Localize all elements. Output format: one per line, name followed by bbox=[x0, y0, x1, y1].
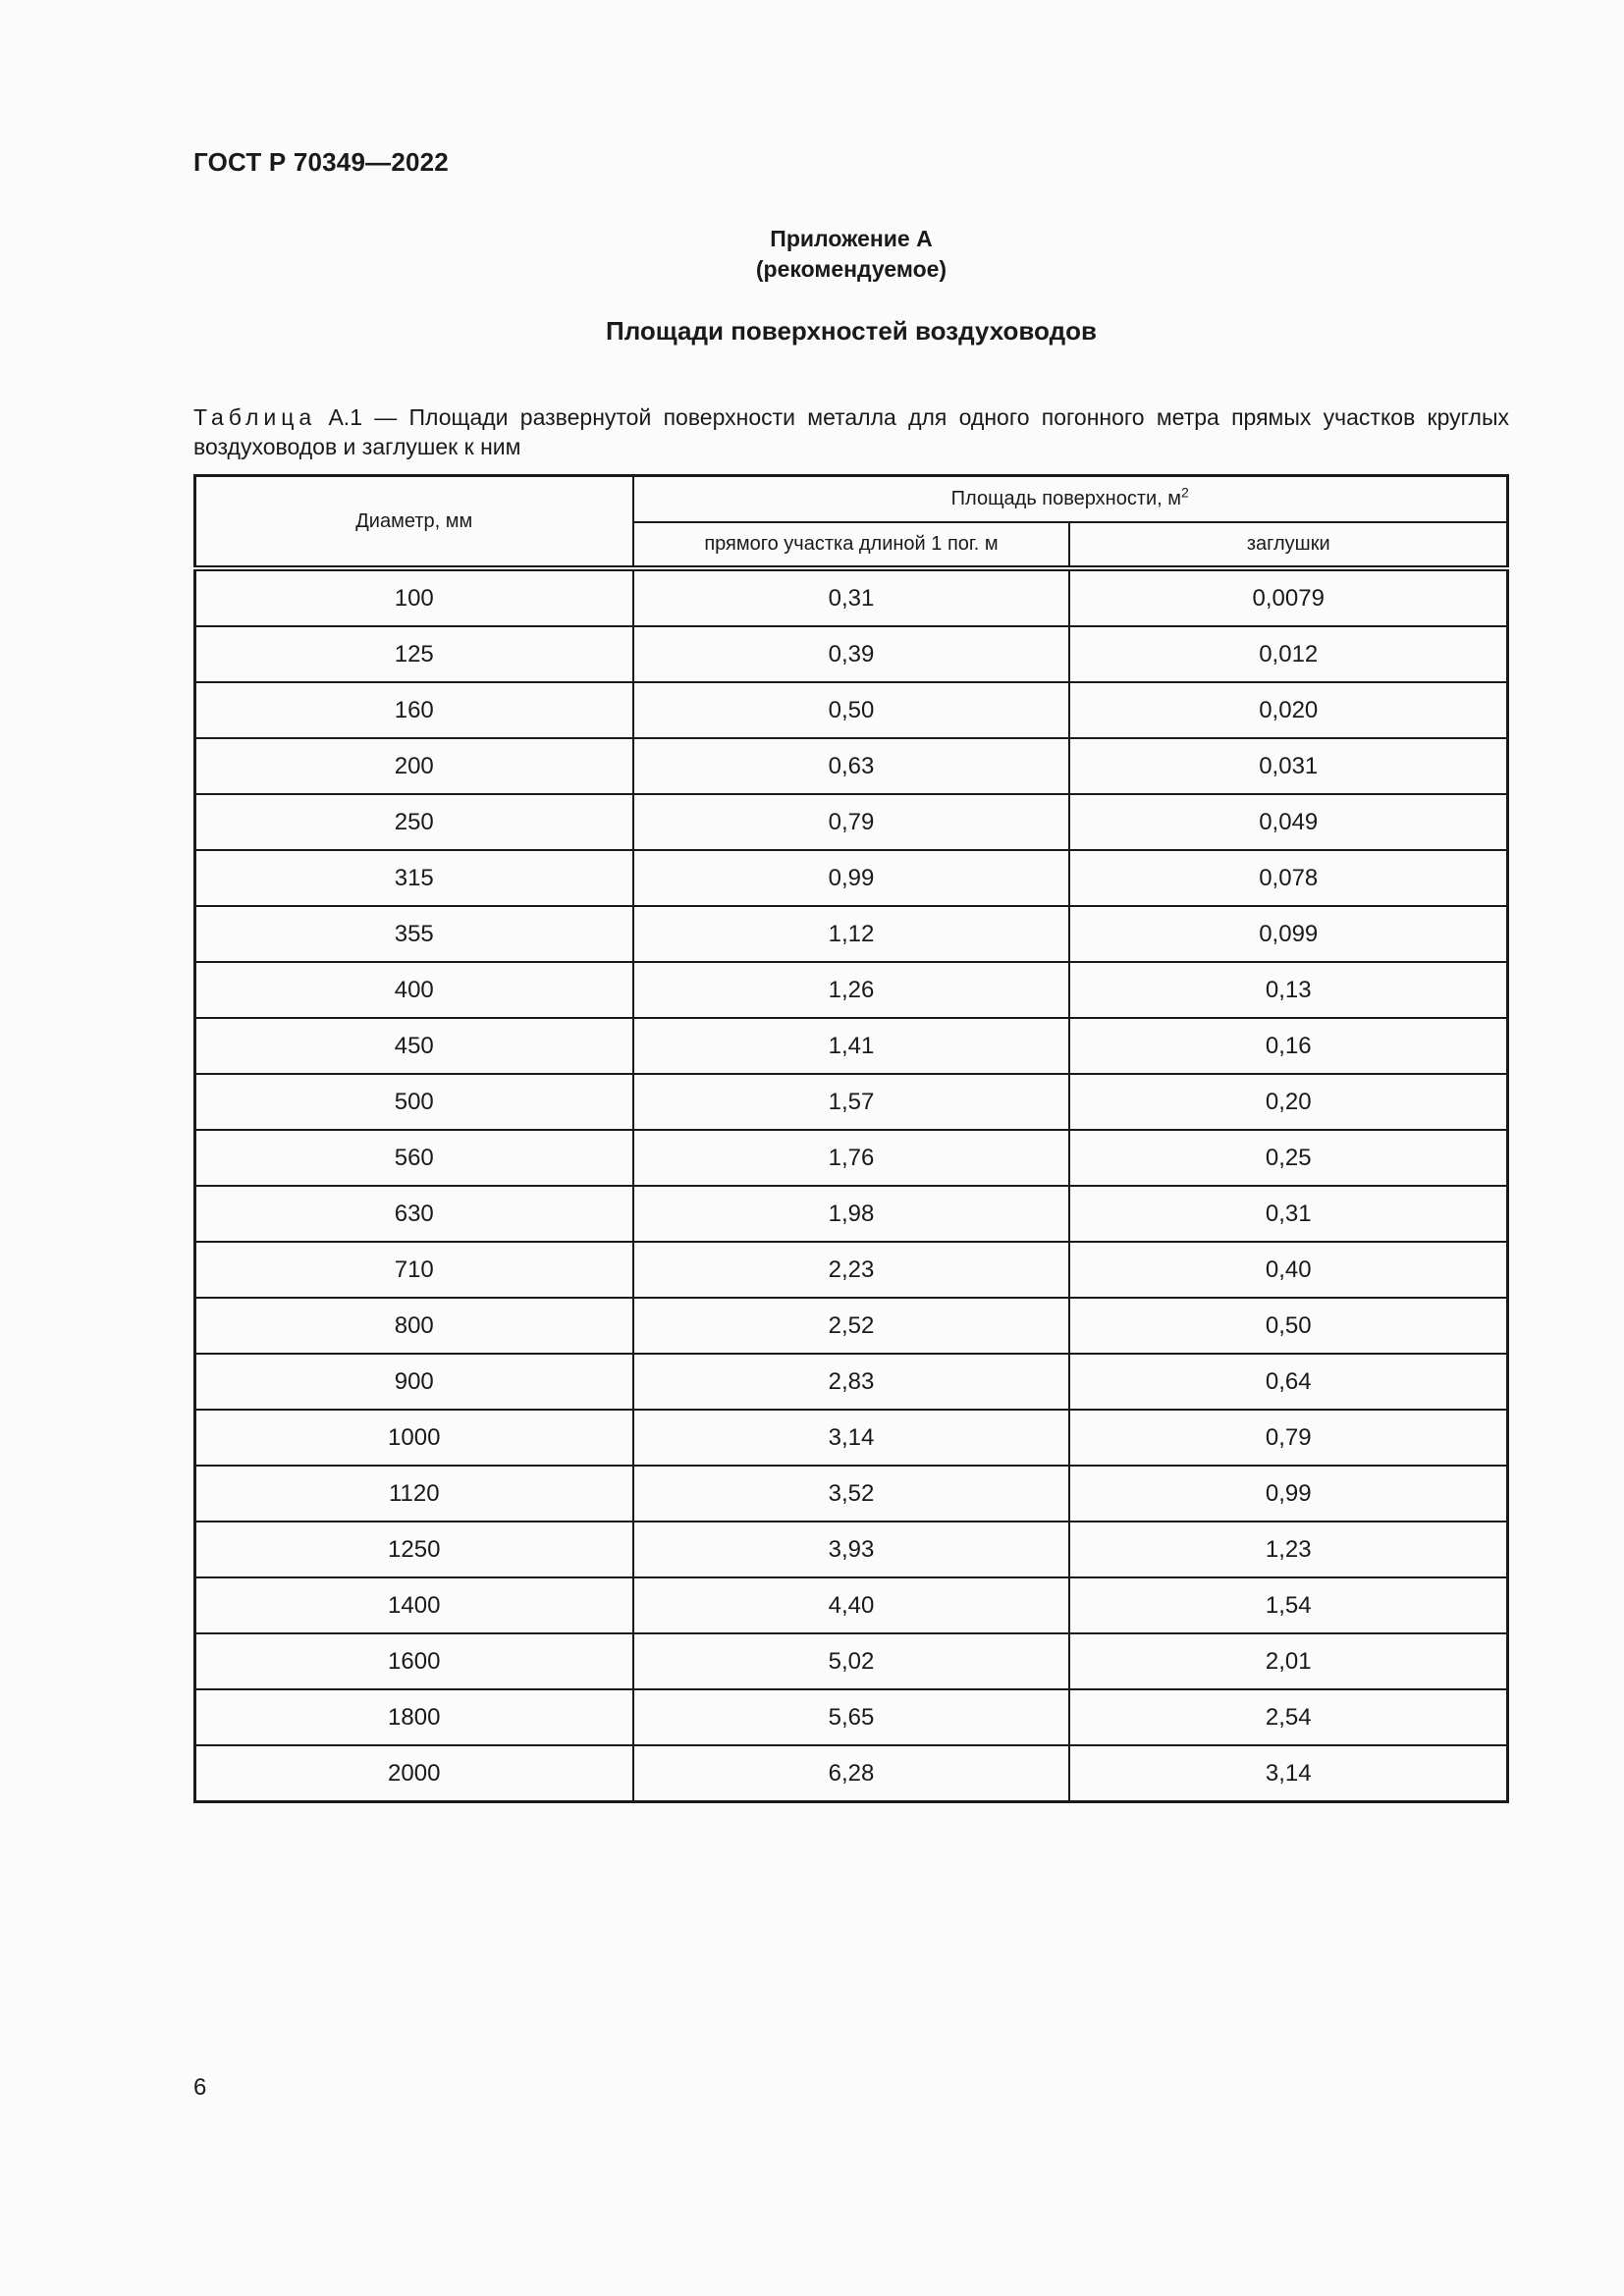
straight-area-cell: 0,31 bbox=[633, 568, 1070, 626]
straight-area-cell: 2,83 bbox=[633, 1354, 1070, 1410]
diameter-cell: 1000 bbox=[195, 1410, 633, 1466]
appendix-status: (рекомендуемое) bbox=[755, 256, 947, 282]
straight-area-cell: 1,57 bbox=[633, 1074, 1070, 1130]
straight-area-cell: 3,52 bbox=[633, 1466, 1070, 1522]
diameter-cell: 100 bbox=[195, 568, 633, 626]
unit-superscript: 2 bbox=[1181, 484, 1189, 501]
table-row bbox=[195, 1130, 1508, 1186]
straight-area-cell: 2,23 bbox=[633, 1242, 1070, 1298]
table-row bbox=[195, 794, 1508, 850]
cap-area-cell: 0,049 bbox=[1069, 794, 1507, 850]
table-row bbox=[195, 1466, 1508, 1522]
table-row bbox=[195, 1689, 1508, 1745]
table-row bbox=[195, 1577, 1508, 1633]
cap-area-cell: 0,099 bbox=[1069, 906, 1507, 962]
diameter-cell: 1400 bbox=[195, 1577, 633, 1633]
surface-area-table bbox=[193, 474, 1509, 1803]
appendix-title: Приложение А bbox=[770, 226, 933, 251]
table-row bbox=[195, 1186, 1508, 1242]
diameter-cell: 710 bbox=[195, 1242, 633, 1298]
diameter-cell: 1800 bbox=[195, 1689, 633, 1745]
diameter-cell: 200 bbox=[195, 738, 633, 794]
diameter-cell: 160 bbox=[195, 682, 633, 738]
diameter-cell: 400 bbox=[195, 962, 633, 1018]
table-row bbox=[195, 1633, 1508, 1689]
table-row bbox=[195, 682, 1508, 738]
column-header-surface-area bbox=[633, 476, 1508, 523]
diameter-cell: 450 bbox=[195, 1018, 633, 1074]
diameter-cell: 800 bbox=[195, 1298, 633, 1354]
straight-area-cell: 3,93 bbox=[633, 1522, 1070, 1577]
straight-area-cell: 1,26 bbox=[633, 962, 1070, 1018]
diameter-cell: 1600 bbox=[195, 1633, 633, 1689]
section-title: Площади поверхностей воздуховодов bbox=[606, 316, 1097, 346]
table-row bbox=[195, 1522, 1508, 1577]
table-row bbox=[195, 850, 1508, 906]
diameter-cell: 355 bbox=[195, 906, 633, 962]
table-caption-text: А.1 — Площади развернутой поверхности металла для одного погонного метра прямых участков круглых воздуховодов и заглушек к ним bbox=[193, 404, 1509, 459]
straight-area-cell: 1,76 bbox=[633, 1130, 1070, 1186]
cap-area-cell: 0,0079 bbox=[1069, 568, 1507, 626]
straight-area-cell: 0,99 bbox=[633, 850, 1070, 906]
cap-area-cell: 0,012 bbox=[1069, 626, 1507, 682]
cap-area-cell: 0,031 bbox=[1069, 738, 1507, 794]
straight-area-cell: 1,12 bbox=[633, 906, 1070, 962]
diameter-cell: 125 bbox=[195, 626, 633, 682]
straight-area-cell: 6,28 bbox=[633, 1745, 1070, 1802]
diameter-cell: 900 bbox=[195, 1354, 633, 1410]
table-row bbox=[195, 626, 1508, 682]
table-body bbox=[195, 568, 1508, 1802]
diameter-cell: 500 bbox=[195, 1074, 633, 1130]
column-header-diameter: Диаметр, мм bbox=[195, 476, 633, 569]
cap-area-cell: 0,13 bbox=[1069, 962, 1507, 1018]
diameter-cell: 2000 bbox=[195, 1745, 633, 1802]
straight-area-cell: 1,98 bbox=[633, 1186, 1070, 1242]
straight-area-cell: 5,65 bbox=[633, 1689, 1070, 1745]
cap-area-cell: 0,99 bbox=[1069, 1466, 1507, 1522]
column-header-cap: заглушки bbox=[1069, 522, 1507, 568]
diameter-cell: 1250 bbox=[195, 1522, 633, 1577]
cap-area-cell: 1,23 bbox=[1069, 1522, 1507, 1577]
straight-area-cell: 1,41 bbox=[633, 1018, 1070, 1074]
table-row bbox=[195, 1018, 1508, 1074]
diameter-cell: 315 bbox=[195, 850, 633, 906]
appendix-heading bbox=[193, 224, 1509, 285]
cap-area-cell: 0,20 bbox=[1069, 1074, 1507, 1130]
cap-area-cell: 1,54 bbox=[1069, 1577, 1507, 1633]
diameter-cell: 560 bbox=[195, 1130, 633, 1186]
table-row bbox=[195, 1410, 1508, 1466]
cap-area-cell: 0,79 bbox=[1069, 1410, 1507, 1466]
cap-area-cell: 0,25 bbox=[1069, 1130, 1507, 1186]
diameter-cell: 630 bbox=[195, 1186, 633, 1242]
table-row bbox=[195, 1074, 1508, 1130]
cap-area-cell: 3,14 bbox=[1069, 1745, 1507, 1802]
straight-area-cell: 0,79 bbox=[633, 794, 1070, 850]
straight-area-cell: 0,50 bbox=[633, 682, 1070, 738]
document-code: ГОСТ Р 70349—2022 bbox=[193, 147, 449, 177]
cap-area-cell: 0,40 bbox=[1069, 1242, 1507, 1298]
table-row bbox=[195, 1242, 1508, 1298]
straight-area-cell: 0,63 bbox=[633, 738, 1070, 794]
table-caption bbox=[193, 402, 1509, 461]
table-row bbox=[195, 1745, 1508, 1802]
cap-area-cell: 2,01 bbox=[1069, 1633, 1507, 1689]
table-row bbox=[195, 1354, 1508, 1410]
page-number: 6 bbox=[193, 2074, 207, 2101]
cap-area-cell: 0,078 bbox=[1069, 850, 1507, 906]
cap-area-cell: 2,54 bbox=[1069, 1689, 1507, 1745]
table-row bbox=[195, 568, 1508, 626]
table-row bbox=[195, 1298, 1508, 1354]
column-header-surface-area-label: Площадь поверхности, м bbox=[950, 488, 1182, 509]
table-row bbox=[195, 738, 1508, 794]
straight-area-cell: 0,39 bbox=[633, 626, 1070, 682]
straight-area-cell: 2,52 bbox=[633, 1298, 1070, 1354]
straight-area-cell: 3,14 bbox=[633, 1410, 1070, 1466]
diameter-cell: 1120 bbox=[195, 1466, 633, 1522]
table-row bbox=[195, 962, 1508, 1018]
cap-area-cell: 0,31 bbox=[1069, 1186, 1507, 1242]
straight-area-cell: 5,02 bbox=[633, 1633, 1070, 1689]
cap-area-cell: 0,64 bbox=[1069, 1354, 1507, 1410]
cap-area-cell: 0,50 bbox=[1069, 1298, 1507, 1354]
diameter-cell: 250 bbox=[195, 794, 633, 850]
cap-area-cell: 0,020 bbox=[1069, 682, 1507, 738]
table-caption-label: Таблица bbox=[193, 404, 317, 430]
straight-area-cell: 4,40 bbox=[633, 1577, 1070, 1633]
column-header-straight-section: прямого участка длиной 1 пог. м bbox=[633, 522, 1070, 568]
cap-area-cell: 0,16 bbox=[1069, 1018, 1507, 1074]
table-row bbox=[195, 906, 1508, 962]
